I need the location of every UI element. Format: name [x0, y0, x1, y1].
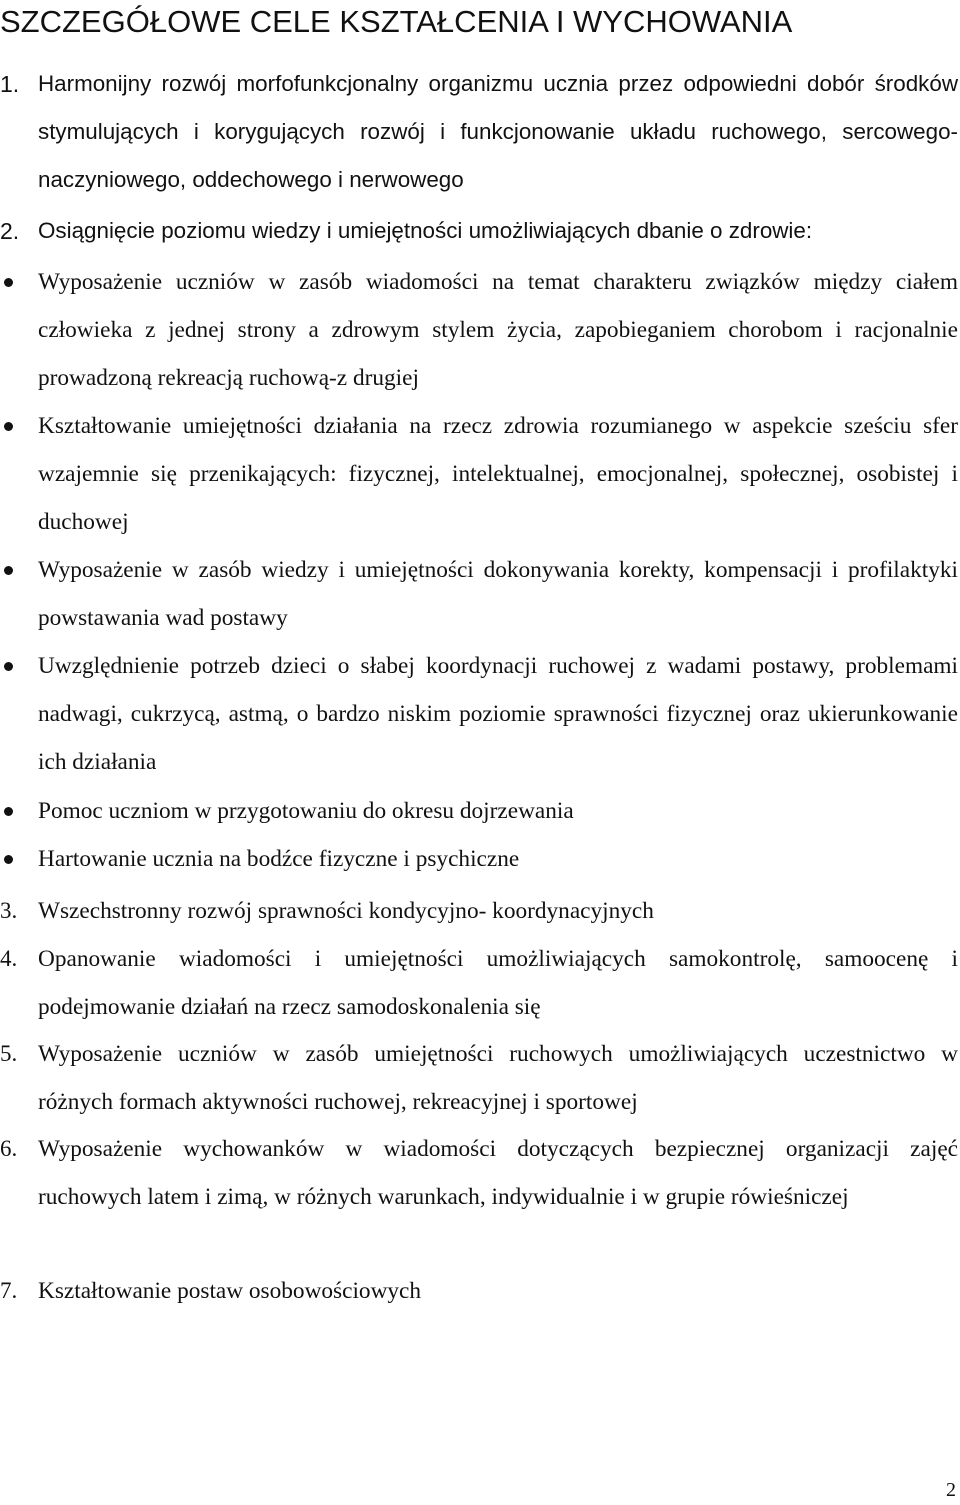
list-item-text: Wyposażenie uczniów w zasób wiadomości na temat charakteru związków między ciałem człowieka z jednej strony a zdrowym stylem życia, zapobieganiem chorobom i racjonalnie prowadzoną rekreacją ruchową-z drugiej [38, 269, 958, 391]
bullet-icon [4, 807, 13, 816]
bullet-icon [4, 566, 13, 575]
list-item-text: Wyposażenie w zasób wiedzy i umiejętności dokonywania korekty, kompensacji i profilaktyki powstawania wad postawy [38, 557, 958, 631]
list-item-text: Uwzględnienie potrzeb dzieci o słabej koordynacji ruchowej z wadami postawy, problemami nadwagi, cukrzycą, astmą, o bardzo niskim poziomie sprawności fizycznej oraz ukierunkowanie ich działania [38, 653, 958, 775]
list-item-text: Kształtowanie umiejętności działania na rzecz zdrowia rozumianego w aspekcie sześciu sfer wzajemnie się przenikających: fizycznej, intelektualnej, emocjonalnej, społecznej, osobistej i duchowej [38, 413, 958, 535]
list-item-text: Kształtowanie postaw osobowościowych [38, 1278, 422, 1304]
list-number: 1. [0, 71, 20, 97]
document-title: SZCZEGÓŁOWE CELE KSZTAŁCENIA I WYCHOWANIA [0, 4, 793, 39]
list-item-text: Wyposażenie uczniów w zasób umiejętności ruchowych umożliwiających uczestnictwo w różnych formach aktywności ruchowej, rekreacyjnej i sportowej [38, 1041, 958, 1115]
page-number: 2 [946, 1479, 956, 1501]
list-item-text: Opanowanie wiadomości i umiejętności umożliwiających samokontrolę, samoocenę i podejmowanie działań na rzecz samodoskonalenia się [38, 946, 958, 1020]
bullet-icon [4, 855, 13, 864]
list-item-text: Hartowanie ucznia na bodźce fizyczne i psychiczne [38, 846, 520, 872]
list-item-text: Osiągnięcie poziomu wiedzy i umiejętności umożliwiających dbanie o zdrowie: [38, 218, 813, 243]
bullet-icon [4, 422, 13, 431]
list-item-text: Wszechstronny rozwój sprawności kondycyjno- koordynacyjnych [38, 898, 654, 924]
list-number: 5. [0, 1041, 18, 1066]
list-number: 3. [0, 898, 18, 923]
list-item-text: Harmonijny rozwój morfofunkcjonalny organizmu ucznia przez odpowiedni dobór środków stymulujących i korygujących rozwój i funkcjonowanie układu ruchowego, sercowego-naczyniowego, oddechowego i nerwowego [38, 71, 958, 192]
list-number: 2. [0, 218, 20, 244]
list-number: 4. [0, 946, 18, 971]
list-item-text: Pomoc uczniom w przygotowaniu do okresu dojrzewania [38, 798, 574, 824]
bullet-icon [4, 662, 13, 671]
bullet-icon [4, 278, 13, 287]
list-item-text: Wyposażenie wychowanków w wiadomości dotyczących bezpiecznej organizacji zajęć ruchowych latem i zimą, w różnych warunkach, indywidualnie i w grupie rówieśniczej [38, 1136, 958, 1210]
list-number: 6. [0, 1136, 18, 1161]
list-number: 7. [0, 1278, 18, 1303]
